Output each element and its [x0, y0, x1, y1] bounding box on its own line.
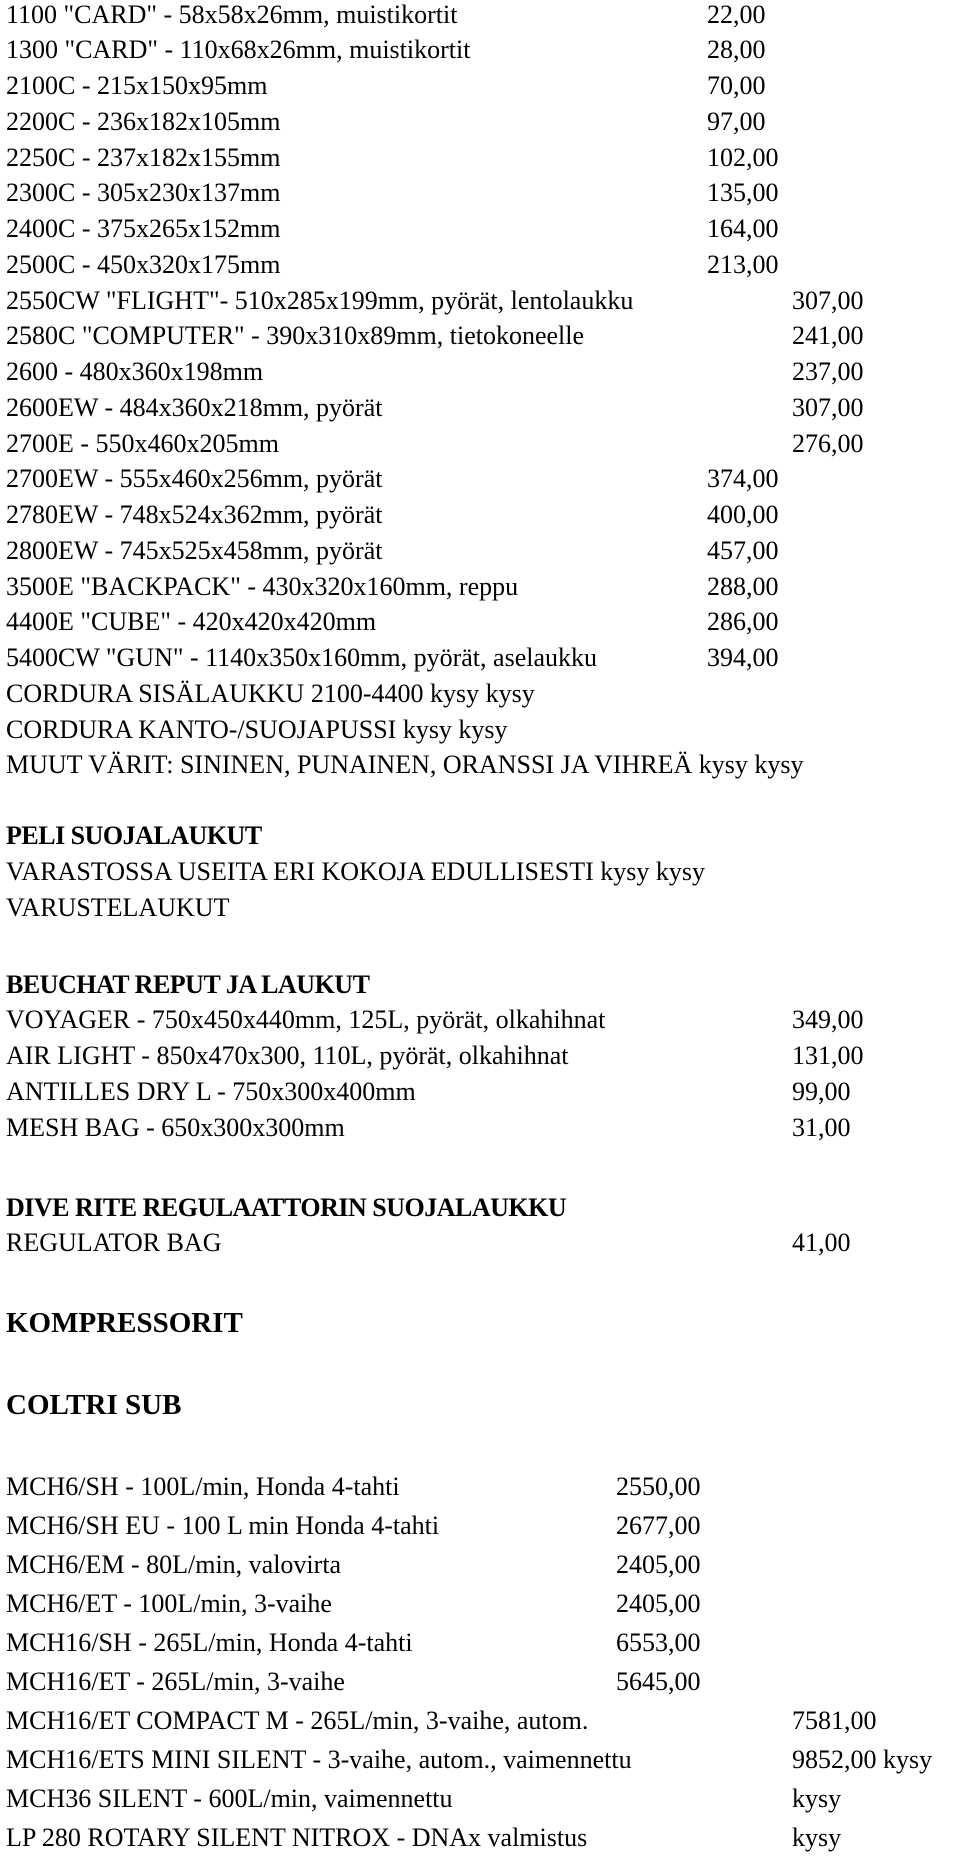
list-item-price: 374,00: [707, 464, 779, 493]
list-item-price: 349,00: [792, 1005, 864, 1034]
list-item-name: MCH16/ET - 265L/min, 3-vaihe: [6, 1667, 345, 1696]
list-item-price: 6553,00: [616, 1628, 701, 1657]
section-heading-coltri: COLTRI SUB: [6, 1389, 182, 1421]
note-line: MUUT VÄRIT: SININEN, PUNAINEN, ORANSSI JA VIHREÄ kysy kysy: [6, 750, 804, 779]
section-heading-peli: PELI SUOJALAUKUT: [6, 821, 262, 850]
list-item-price: 241,00: [792, 321, 864, 350]
list-item-price: 5645,00: [616, 1667, 701, 1696]
list-item-name: 3500E "BACKPACK" - 430x320x160mm, reppu: [6, 572, 519, 601]
list-item-price: 97,00: [707, 107, 766, 136]
list-item-name: 5400CW "GUN" - 1140x350x160mm, pyörät, aselaukku: [6, 643, 597, 672]
list-item-name: 2580C "COMPUTER" - 390x310x89mm, tietokoneelle: [6, 321, 585, 350]
list-item-name: 2300C - 305x230x137mm: [6, 178, 281, 207]
list-item-name: LP 280 ROTARY SILENT NITROX - DNAx valmistus: [6, 1823, 588, 1852]
list-item-name: MCH6/EM - 80L/min, valovirta: [6, 1550, 342, 1579]
list-item-price: 7581,00: [792, 1706, 877, 1735]
list-item-price: 28,00: [707, 35, 766, 64]
list-item-name: 2200C - 236x182x105mm: [6, 107, 281, 136]
list-item-price: kysy: [792, 1784, 842, 1813]
list-item-price: 213,00: [707, 250, 779, 279]
section-heading-diverite: DIVE RITE REGULAATTORIN SUOJALAUKKU: [6, 1193, 567, 1222]
section-heading-beuchat: BEUCHAT REPUT JA LAUKUT: [6, 970, 370, 999]
list-item-name: MCH6/ET - 100L/min, 3-vaihe: [6, 1589, 332, 1618]
list-item-price: 135,00: [707, 178, 779, 207]
list-item-name: MCH16/ETS MINI SILENT - 3-vaihe, autom., vaimennettu: [6, 1745, 632, 1774]
list-item-name: 2600 - 480x360x198mm: [6, 357, 264, 386]
list-item-name: 2500C - 450x320x175mm: [6, 250, 281, 279]
list-item-price: 2405,00: [616, 1550, 701, 1579]
list-item-name: 2550CW "FLIGHT"- 510x285x199mm, pyörät, lentolaukku: [6, 286, 634, 315]
list-item-price: kysy: [792, 1823, 842, 1852]
list-item-price: 70,00: [707, 71, 766, 100]
list-item-name: ANTILLES DRY L - 750x300x400mm: [6, 1077, 416, 1106]
note-line: VARASTOSSA USEITA ERI KOKOJA EDULLISESTI kysy kysy: [6, 857, 706, 886]
list-item-price: 400,00: [707, 500, 779, 529]
list-item-name: MCH36 SILENT - 600L/min, vaimennettu: [6, 1784, 453, 1813]
list-item-name: 2400C - 375x265x152mm: [6, 214, 281, 243]
list-item-price: 307,00: [792, 393, 864, 422]
list-item-name: 2100C - 215x150x95mm: [6, 71, 268, 100]
list-item-price: 237,00: [792, 357, 864, 386]
list-item-name: MCH16/ET COMPACT M - 265L/min, 3-vaihe, autom.: [6, 1706, 589, 1735]
list-item-price: 307,00: [792, 286, 864, 315]
list-item-name: AIR LIGHT - 850x470x300, 110L, pyörät, olkahihnat: [6, 1041, 569, 1070]
list-item-name: 2700E - 550x460x205mm: [6, 429, 279, 458]
note-line: CORDURA KANTO-/SUOJAPUSSI kysy kysy: [6, 715, 508, 744]
list-item-name: MCH16/SH - 265L/min, Honda 4-tahti: [6, 1628, 413, 1657]
note-line: CORDURA SISÄLAUKKU 2100-4400 kysy kysy: [6, 679, 535, 708]
list-item-name: VOYAGER - 750x450x440mm, 125L, pyörät, olkahihnat: [6, 1005, 606, 1034]
list-item-price: 394,00: [707, 643, 779, 672]
list-item-name: 1100 "CARD" - 58x58x26mm, muistikortit: [6, 0, 458, 29]
list-item-name: 2700EW - 555x460x256mm, pyörät: [6, 464, 383, 493]
list-item-price: 102,00: [707, 143, 779, 172]
list-item-name: 1300 "CARD" - 110x68x26mm, muistikortit: [6, 35, 471, 64]
list-item-name: 2600EW - 484x360x218mm, pyörät: [6, 393, 383, 422]
list-item-name: 2800EW - 745x525x458mm, pyörät: [6, 536, 383, 565]
list-item-name: MCH6/SH - 100L/min, Honda 4-tahti: [6, 1472, 400, 1501]
list-item-price: 2677,00: [616, 1511, 701, 1540]
list-item-name: REGULATOR BAG: [6, 1228, 222, 1257]
list-item-price: 286,00: [707, 607, 779, 636]
note-line: VARUSTELAUKUT: [6, 893, 230, 922]
list-item-price: 288,00: [707, 572, 779, 601]
list-item-price: 31,00: [792, 1113, 851, 1142]
list-item-price: 9852,00 kysy: [792, 1745, 933, 1774]
list-item-name: 2780EW - 748x524x362mm, pyörät: [6, 500, 383, 529]
list-item-name: MCH6/SH EU - 100 L min Honda 4-tahti: [6, 1511, 440, 1540]
list-item-price: 22,00: [707, 0, 766, 29]
list-item-name: 4400E "CUBE" - 420x420x420mm: [6, 607, 377, 636]
list-item-price: 41,00: [792, 1228, 851, 1257]
list-item-price: 2405,00: [616, 1589, 701, 1618]
list-item-price: 2550,00: [616, 1472, 701, 1501]
list-item-price: 131,00: [792, 1041, 864, 1070]
list-item-name: MESH BAG - 650x300x300mm: [6, 1113, 345, 1142]
list-item-price: 164,00: [707, 214, 779, 243]
list-item-price: 99,00: [792, 1077, 851, 1106]
list-item-name: 2250C - 237x182x155mm: [6, 143, 281, 172]
section-heading-kompressorit: KOMPRESSORIT: [6, 1307, 243, 1339]
list-item-price: 276,00: [792, 429, 864, 458]
list-item-price: 457,00: [707, 536, 779, 565]
